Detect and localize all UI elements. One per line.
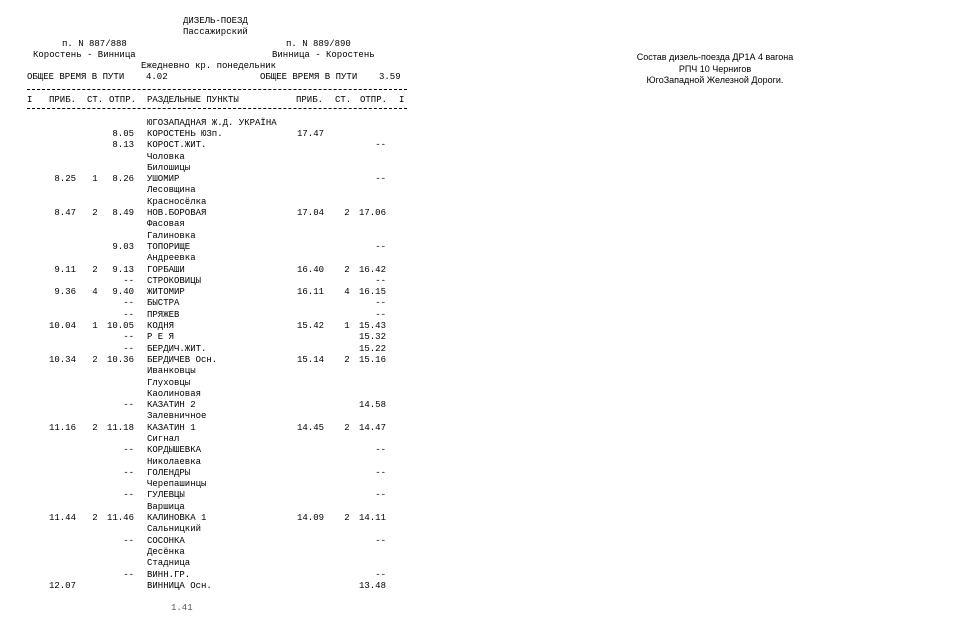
total-time-left-label: ОБЩЕЕ ВРЕМЯ В ПУТИ — [27, 72, 125, 83]
station-name: Сальницкий — [147, 524, 202, 535]
train-numbers-line — [27, 39, 417, 50]
departure-right: -- — [375, 569, 386, 580]
table-row — [27, 423, 417, 434]
station-name: Стадница — [147, 558, 191, 569]
departure-left: -- — [123, 490, 134, 501]
station-name: КОДНЯ — [147, 321, 175, 332]
departure-right: 15.22 — [358, 343, 386, 354]
table-row — [27, 242, 417, 253]
station-name: НОВ.БОРОВАЯ — [147, 208, 207, 219]
header-title-line — [27, 16, 417, 27]
station-rows — [27, 129, 417, 592]
table-row — [27, 366, 417, 377]
table-row — [27, 140, 417, 151]
station-name: Варшица — [147, 501, 185, 512]
station-name: БЫСТРА — [147, 298, 180, 309]
departure-right: 16.42 — [358, 264, 386, 275]
departure-right: -- — [375, 490, 386, 501]
station-name: ТОПОРИЩЕ — [147, 241, 191, 252]
stop-left: 2 — [92, 264, 98, 275]
arrival-left: 9.36 — [54, 287, 76, 298]
table-row — [27, 152, 417, 163]
station-name: Николаевка — [147, 456, 202, 467]
table-row — [27, 129, 417, 140]
departure-left: 10.36 — [106, 354, 134, 365]
departure-left: -- — [123, 275, 134, 286]
station-name: Залевничное — [147, 411, 207, 422]
footer-number: 1.41 — [171, 603, 193, 613]
total-time-right-value: 3.59 — [379, 72, 401, 83]
station-name: Иванковцы — [147, 366, 196, 377]
table-row — [27, 502, 417, 513]
rule-line — [27, 106, 417, 117]
arrival-left: 12.07 — [48, 580, 76, 591]
station-name: Лесовщина — [147, 185, 196, 196]
station-name: ГУЛЕВЦЫ — [147, 490, 185, 501]
departure-left: 8.13 — [112, 140, 134, 151]
table-row — [27, 355, 417, 366]
station-name: Каолиновая — [147, 388, 202, 399]
table-row — [27, 253, 417, 264]
column-arr-left: ПРИБ. — [49, 95, 77, 106]
departure-right: -- — [375, 467, 386, 478]
table-row — [27, 524, 417, 535]
operating-days: Ежедневно кр. понедельник — [141, 61, 277, 72]
page-title: ДИЗЕЛЬ-ПОЕЗД — [183, 16, 248, 26]
column-arr-right: ПРИБ. — [296, 95, 324, 106]
table-row — [27, 536, 417, 547]
table-row — [27, 581, 417, 592]
departure-right: -- — [375, 445, 386, 456]
rule-line — [27, 84, 417, 95]
column-dep-right: ОТПР. — [360, 95, 388, 106]
table-row — [27, 332, 417, 343]
composition-line-3: ЮгоЗападной Железной Дороги. — [646, 75, 784, 85]
station-name: СТРОКОВИЦЫ — [147, 275, 202, 286]
table-row — [27, 276, 417, 287]
station-name: Чоловка — [147, 151, 185, 162]
departure-left: 8.05 — [112, 128, 134, 139]
table-row — [27, 287, 417, 298]
total-time-left-value: 4.02 — [146, 72, 168, 83]
departure-right: 14.47 — [358, 422, 386, 433]
station-name: КАЗАТИН 1 — [147, 422, 196, 433]
station-name: Сигнал — [147, 433, 180, 444]
train-composition — [610, 52, 820, 87]
station-name: ПРЯЖЕВ — [147, 309, 180, 320]
table-row — [27, 457, 417, 468]
station-name: Р Е Я — [147, 332, 175, 343]
stop-left: 1 — [92, 321, 98, 332]
station-name: Десёнка — [147, 546, 185, 557]
station-name: Галиновка — [147, 230, 196, 241]
station-name: Черепашинцы — [147, 479, 207, 490]
station-name: Глуховцы — [147, 377, 191, 388]
departure-left: -- — [123, 467, 134, 478]
table-row — [27, 197, 417, 208]
table-row — [27, 310, 417, 321]
station-name: КОРОСТ.ЖИТ. — [147, 140, 207, 151]
station-name: ВИННИЦА Осн. — [147, 580, 212, 591]
header-subtitle-line — [27, 27, 417, 38]
route-left: Коростень - Винница — [33, 49, 136, 60]
railway-line — [27, 118, 417, 129]
stop-left: 2 — [92, 422, 98, 433]
stop-right: 1 — [344, 321, 350, 332]
stop-right: 2 — [344, 208, 350, 219]
departure-right: 15.43 — [358, 321, 386, 332]
table-row — [27, 490, 417, 501]
station-name: БЕРДИЧ.ЖИТ. — [147, 343, 207, 354]
departure-left: 9.13 — [112, 264, 134, 275]
departure-left: -- — [123, 569, 134, 580]
dashed-divider-bottom — [27, 108, 407, 109]
stop-right: 2 — [344, 354, 350, 365]
table-row — [27, 219, 417, 230]
table-row — [27, 174, 417, 185]
departure-left: -- — [123, 400, 134, 411]
departure-left: 9.40 — [112, 287, 134, 298]
departure-left: -- — [123, 298, 134, 309]
station-name: ГОЛЕНДРЫ — [147, 467, 191, 478]
departure-left: 10.05 — [106, 321, 134, 332]
table-row — [27, 479, 417, 490]
departure-left: -- — [123, 309, 134, 320]
arrival-right: 14.45 — [297, 422, 325, 433]
station-name: КАЗАТИН 2 — [147, 400, 196, 411]
departure-left: -- — [123, 535, 134, 546]
station-name: Андреевка — [147, 253, 196, 264]
table-row — [27, 265, 417, 276]
dashed-divider-top — [27, 89, 407, 90]
departure-right: -- — [375, 241, 386, 252]
departure-left: 9.03 — [112, 241, 134, 252]
table-row — [27, 434, 417, 445]
table-row — [27, 163, 417, 174]
table-row — [27, 378, 417, 389]
departure-right: 17.06 — [358, 208, 386, 219]
departure-right: -- — [375, 309, 386, 320]
column-st-left: СТ. — [87, 95, 104, 106]
table-row — [27, 321, 417, 332]
table-row — [27, 558, 417, 569]
stop-left: 4 — [92, 287, 98, 298]
arrival-left: 9.11 — [54, 264, 76, 275]
column-dep-left: ОТПР. — [109, 95, 137, 106]
stop-right: 2 — [344, 422, 350, 433]
departure-right: 16.15 — [358, 287, 386, 298]
days-line — [27, 61, 417, 72]
arrival-left: 11.44 — [48, 513, 76, 524]
table-row — [27, 400, 417, 411]
station-name: СОСОНКА — [147, 535, 185, 546]
arrival-left: 8.25 — [54, 174, 76, 185]
arrival-right: 17.04 — [297, 208, 325, 219]
table-row — [27, 445, 417, 456]
routes-line — [27, 50, 417, 61]
arrival-left: 11.16 — [48, 422, 76, 433]
table-row — [27, 547, 417, 558]
departure-left: -- — [123, 343, 134, 354]
station-name: ВИНН.ГР. — [147, 569, 191, 580]
station-name: УШОМИР — [147, 174, 180, 185]
stop-left: 2 — [92, 354, 98, 365]
timetable — [27, 16, 417, 592]
table-row — [27, 468, 417, 479]
departure-left: 8.26 — [112, 174, 134, 185]
train-number-right: п. N 889/890 — [286, 38, 351, 49]
departure-right: 15.32 — [358, 332, 386, 343]
column-st-right: СТ. — [335, 95, 352, 106]
table-row — [27, 231, 417, 242]
station-name: КОРДЫШЕВКА — [147, 445, 202, 456]
departure-left: 11.46 — [106, 513, 134, 524]
arrival-right: 17.47 — [297, 128, 325, 139]
station-name: Билошицы — [147, 162, 191, 173]
arrival-right: 16.40 — [297, 264, 325, 275]
composition-line-1: Состав дизель-поезда ДР1А 4 вагона — [636, 52, 794, 62]
table-row — [27, 185, 417, 196]
arrival-right: 16.11 — [297, 287, 325, 298]
arrival-right: 15.14 — [297, 354, 325, 365]
arrival-left: 10.04 — [48, 321, 76, 332]
column-stations: РАЗДЕЛЬНЫЕ ПУНКТЫ — [147, 95, 239, 106]
stop-left: 2 — [92, 513, 98, 524]
column-marker-right: I — [399, 95, 405, 106]
table-row — [27, 411, 417, 422]
composition-line-2: РПЧ 10 Чернигов — [678, 63, 752, 74]
column-marker-left: I — [27, 95, 33, 106]
train-number-left: п. N 887/888 — [62, 38, 127, 49]
station-name: БЕРДИЧЕВ Осн. — [147, 354, 218, 365]
departure-left: -- — [123, 445, 134, 456]
departure-right: -- — [375, 535, 386, 546]
station-name: ЖИТОМИР — [147, 287, 185, 298]
departure-left: 8.49 — [112, 208, 134, 219]
station-name: ГОРБАШИ — [147, 264, 185, 275]
departure-right: -- — [375, 298, 386, 309]
departure-left: -- — [123, 332, 134, 343]
departure-right: 15.16 — [358, 354, 386, 365]
column-header-line — [27, 95, 417, 106]
departure-right: -- — [375, 174, 386, 185]
station-name: Фасовая — [147, 219, 185, 230]
table-row — [27, 513, 417, 524]
departure-left: 11.18 — [106, 422, 134, 433]
total-time-line — [27, 72, 417, 83]
departure-right: 13.48 — [358, 580, 386, 591]
departure-right: -- — [375, 275, 386, 286]
arrival-right: 15.42 — [297, 321, 325, 332]
train-category: Пассажирский — [183, 27, 248, 38]
stop-left: 1 — [92, 174, 98, 185]
stop-left: 2 — [92, 208, 98, 219]
stop-right: 2 — [344, 264, 350, 275]
table-row — [27, 208, 417, 219]
departure-right: 14.58 — [358, 400, 386, 411]
table-row — [27, 344, 417, 355]
station-name: КАЛИНОВКА 1 — [147, 513, 207, 524]
station-name: Красносёлка — [147, 196, 207, 207]
arrival-left: 10.34 — [48, 354, 76, 365]
stop-right: 4 — [344, 287, 350, 298]
total-time-right-label: ОБЩЕЕ ВРЕМЯ В ПУТИ — [260, 72, 358, 83]
table-row — [27, 570, 417, 581]
arrival-right: 14.09 — [297, 513, 325, 524]
departure-right: 14.11 — [358, 513, 386, 524]
station-name: КОРОСТЕНЬ ЮЗп. — [147, 128, 223, 139]
departure-right: -- — [375, 140, 386, 151]
route-right: Винница - Коростень — [272, 49, 375, 60]
stop-right: 2 — [344, 513, 350, 524]
table-row — [27, 298, 417, 309]
railway-name: ЮГОЗАПАДНАЯ Ж.Д. УКРАЇНА — [147, 117, 277, 128]
table-row — [27, 389, 417, 400]
arrival-left: 8.47 — [54, 208, 76, 219]
